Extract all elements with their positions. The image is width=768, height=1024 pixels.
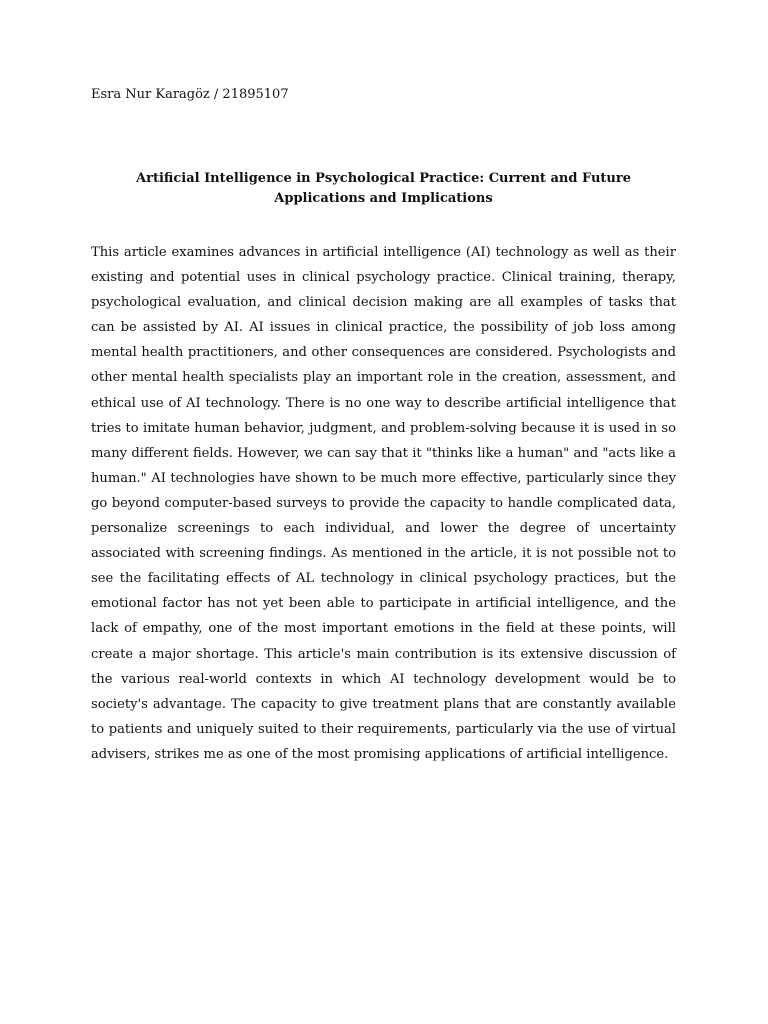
author-line: Esra Nur Karagöz / 21895107 <box>91 87 289 102</box>
document-title: Artificial Intelligence in Psychological Practice: Current and Future Applications and Implications <box>136 171 631 206</box>
body-paragraph: This article examines advances in artificial intelligence (AI) technology as well as their existing and potential uses in clinical psychology practice. Clinical training, therapy, psychological evaluation, and clinical decision making are all examples of tasks that can be assisted by AI. AI issues in clinical practice, the possibility of job loss among mental health practitioners, and other consequences are considered. Psychologists and other mental health specialists play an important role in the creation, assessment, and ethical use of AI technology. There is no one way to describe artificial intelligence that tries to imitate human behavior, judgment, and problem-solving because it is used in so many different fields. However, we can say that it "thinks like a human" and "acts like a human." AI technologies have shown to be much more effective, particularly since they go beyond computer-based surveys to provide the capacity to handle complicated data, personalize screenings to each individual, and lower the degree of uncertainty associated with screening findings. As mentioned in the article, it is not possible not to see the facilitating effects of AL technology in clinical psychology practices, but the emotional factor has not yet been able to participate in artificial intelligence, and the lack of empathy, one of the most important emotions in the field at these points, will create a major shortage. This article's main contribution is its extensive discussion of the various real-world contexts in which AI technology development would be to society's advantage. The capacity to give treatment plans that are constantly available to patients and uniquely suited to their requirements, particularly via the use of virtual advisers, strikes me as one of the most promising applications of artificial intelligence. <box>91 245 676 762</box>
